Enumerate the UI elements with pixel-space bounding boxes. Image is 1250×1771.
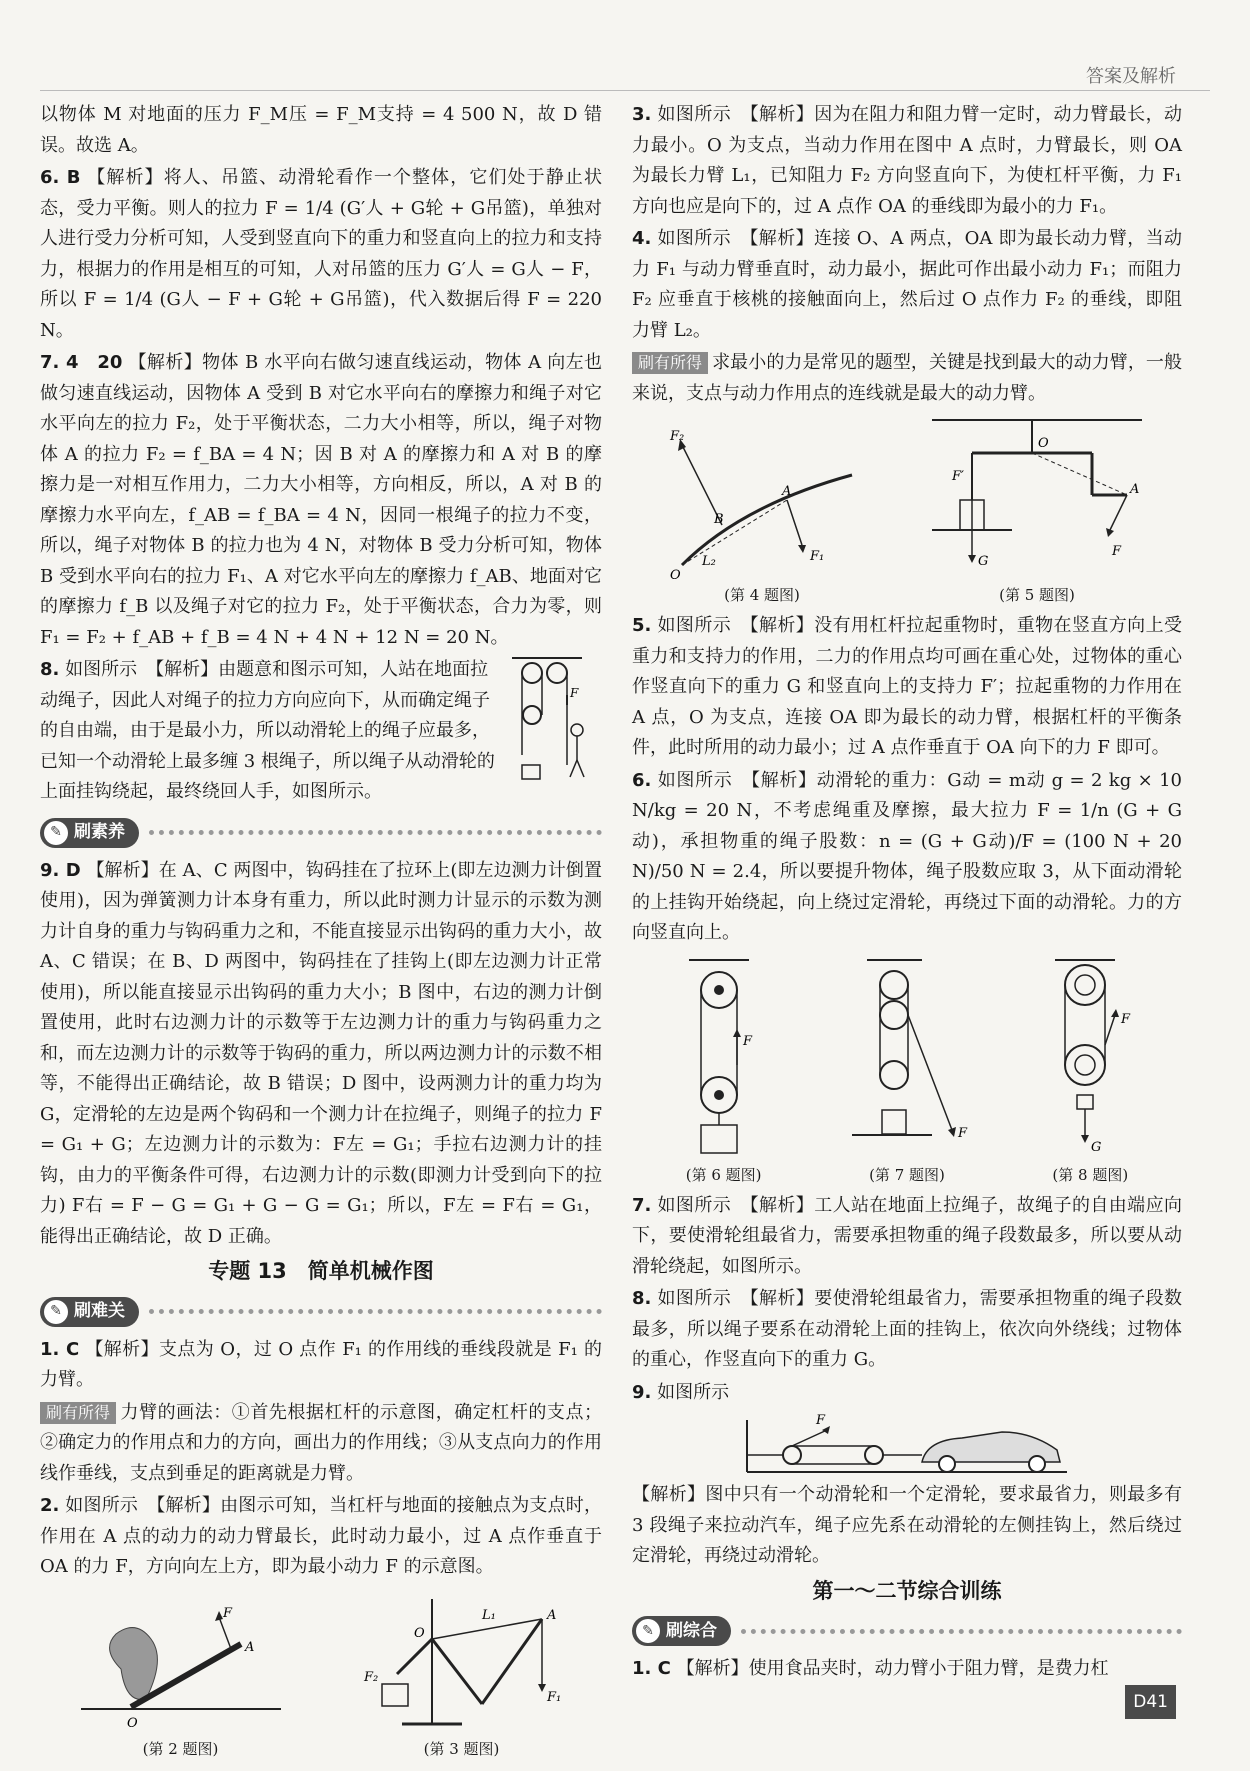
answer-text: 如图所示 【解析】动滑轮的重力：G动 = m动 g = 2 kg × 10 N/kg = 20 N，不考虑绳重及摩擦，最大拉力 F = 1/n (G + G动)，承担物重的绳子股数：n = (G + G动)/F = (100 N + 20 N)/50 N = 2.4，所以要提升物体，绳子股数应取 3，从下面动滑轮的上挂钩开始绕起，向上绕过定滑轮，再绕过下面的动滑轮。力的方向竖直向上。 xyxy=(632,769,1182,943)
svg-text:F: F xyxy=(570,686,579,700)
answer-number: 7. 4 20 xyxy=(40,352,123,373)
figure-q7 xyxy=(832,955,982,1185)
svg-text:A: A xyxy=(546,1607,556,1623)
answer-9 xyxy=(632,1378,1182,1409)
svg-text:F: F xyxy=(957,1125,968,1141)
answer-number: 1. C xyxy=(40,1338,80,1360)
svg-text:F₂: F₂ xyxy=(363,1669,378,1685)
svg-text:O: O xyxy=(126,1715,138,1731)
figure-q3 xyxy=(352,1589,572,1759)
svg-text:F′: F′ xyxy=(952,469,964,484)
banner-label: 刷素养 xyxy=(74,822,125,843)
answer-text: 如图所示 【解析】因为在阻力和阻力臂一定时，动力臂最长，动力最小。O 为支点，当动力作用在图中 A 点时，力臂最长，则 OA 为最长力臂 L₁，已知阻力 F₂ 方向竖直向下，为使杠杆平衡，力 F₁ 方向也应是向下的，过 A 点作 OA 的垂线即为最小的力 F₁。 xyxy=(632,104,1182,217)
figure-row-4-5 xyxy=(632,415,1182,605)
svg-text:O: O xyxy=(1038,436,1049,451)
svg-text:O: O xyxy=(413,1625,425,1641)
figure-caption: (第 4 题图) xyxy=(724,586,800,604)
svg-text:O: O xyxy=(670,568,681,583)
answer-1 xyxy=(40,1335,602,1396)
svg-text:L₁: L₁ xyxy=(481,1607,496,1623)
svg-text:G: G xyxy=(978,554,989,569)
answer-6 xyxy=(40,163,602,346)
svg-text:L₂: L₂ xyxy=(702,554,716,569)
answer-number: 4. xyxy=(632,228,652,249)
answer-text: 如图所示 【解析】工人站在地面上拉绳子，故绳子的自由端应向下，要使滑轮组最省力，需要承担物重的绳子段数最多，所以要从动滑轮绕起，如图所示。 xyxy=(632,1194,1182,1277)
answer-9 xyxy=(40,856,602,1253)
pen-icon: ✎ xyxy=(44,1300,68,1324)
answer-number: 6. B xyxy=(40,167,81,188)
answer-number: 8. xyxy=(40,659,60,680)
pulley-figure-q8 xyxy=(512,655,602,790)
banner-zonghe xyxy=(632,1614,1182,1648)
page-number: D41 xyxy=(1125,1685,1176,1720)
figure-q4 xyxy=(662,415,862,605)
answer-number: 3. xyxy=(632,104,652,125)
figure-row-2-3 xyxy=(40,1589,602,1759)
answer-text: 如图所示 【解析】由图示可知，当杠杆与地面的接触点为支点时，作用在 A 点的动力的动力臂最长，此时动力最小，过 A 点作垂直于 OA 的力 F，方向向左上方，即为最小动力 F 的示意图。 xyxy=(40,1495,602,1577)
answer-text: 如图所示 【解析】由题意和图示可知，人站在地面拉动绳子，因此人对绳子的拉力方向应向下，从而确定绳子的自由端，由于是最小力，所以动滑轮上的绳子应最多，已知一个动滑轮上最多缠 3 根绳子，所以绳子从动滑轮的上面挂钩绕起，最终绕回人手，如图所示。 xyxy=(40,659,495,802)
section-title: 专题 13 简单机械作图 xyxy=(208,1259,434,1283)
figure-q5 xyxy=(922,415,1152,605)
figure-caption: (第 5 题图) xyxy=(999,586,1075,604)
banner-shusuyang xyxy=(40,816,602,850)
figure-q8 xyxy=(1015,955,1165,1185)
dotted-divider xyxy=(741,1629,1182,1634)
banner-label: 刷综合 xyxy=(666,1620,717,1641)
tip-text: 力臂的画法：①首先根据杠杆的示意图，确定杠杆的支点；②确定力的作用点和力的方向，画出力的作用线；③从支点向力的作用线作垂线，支点到垂足的距离就是力臂。 xyxy=(40,1401,602,1484)
pen-icon: ✎ xyxy=(44,821,68,845)
svg-text:F₂: F₂ xyxy=(670,429,685,444)
answer-number: 9. xyxy=(632,1381,652,1403)
header-title: 答案及解析 xyxy=(1086,66,1176,87)
answer-text: 如图所示 xyxy=(657,1381,730,1403)
answer-text: 【解析】将人、吊篮、动滑轮看作一个整体，它们处于静止状态，受力平衡。则人的拉力 F = 1/4 (G′人 + G轮 + G吊篮)，单独对人进行受力分析可知，人受到竖直向下的重力和竖直向上的拉力和支持力，根据力的作用是相互的可知，人对吊篮的压力 G′人 = G人 − F，所以 F = 1/4 (G人 − F + G轮 + G吊篮)，代入数据后得 F = 220 N。 xyxy=(40,167,602,341)
figure-q9-car xyxy=(632,1410,1182,1480)
answer-number: 6. xyxy=(632,769,652,791)
answer-9-analysis: 【解析】图中只有一个动滑轮和一个定滑轮，要求最省力，则最多有 3 段绳子来拉动汽车，绳子应先系在动滑轮的左侧挂钩上，然后绕过定滑轮，再绕过动滑轮。 xyxy=(632,1484,1182,1566)
answer-text: 【解析】在 A、C 两图中，钩码挂在了拉环上(即左边测力计倒置使用)，因为弹簧测力计本身有重力，所以此时测力计显示的示数为测力计自身的重力与钩码重力之和，不能直接显示出钩码的重力大小，故 A、C 错误；在 B、D 两图中，钩码挂在了挂钩上(即左边测力计正常使用)，所以能直接显示出钩码的重力大小；B 图中，右边的测力计倒置使用，此时右边测力计的示数等于左边测力计的重力与钩码重力之和，而左边测力计的示数等于钩码的重力，所以两边测力计的示数不相等，不能得出正确结论，故 B 错误；D 图中，设两测力计的重力均为 G，定滑轮的左边是两个钩码和一个测力计在拉绳子，则绳子的拉力 F = G₁ + G；左边测力计的示数为：F左 = G₁；手拉右边测力计的挂钩，由力的平衡条件可得，右边测力计的示数(即测力计受到向下的拉力) F右 = F − G = G₁ + G − G = G₁；所以，F左 = F右 = G₁，能得出正确结论，故 D 正确。 xyxy=(40,859,602,1247)
answer-7 xyxy=(632,1191,1182,1283)
answer-7 xyxy=(40,348,602,653)
answer-number: 5. xyxy=(632,615,652,636)
answer-number: 9. D xyxy=(40,859,81,881)
svg-text:F: F xyxy=(816,1413,826,1428)
figure-caption: (第 6 题图) xyxy=(685,1165,762,1184)
banner-nanguan xyxy=(40,1295,602,1329)
paragraph-continuation: 以物体 M 对地面的压力 F_M压 = F_M支持 = 4 500 N，故 D 错误。故选 A。 xyxy=(40,104,602,156)
figure-caption: (第 3 题图) xyxy=(423,1739,500,1758)
answer-3 xyxy=(632,100,1182,222)
figure-caption: (第 7 题图) xyxy=(869,1165,945,1184)
figure-q6 xyxy=(649,955,799,1185)
answer-number: 1. C xyxy=(632,1658,671,1679)
tip-box xyxy=(632,348,1182,409)
answer-number: 7. xyxy=(632,1194,652,1216)
answer-text: 【解析】支点为 O，过 O 点作 F₁ 的作用线的垂线段就是 F₁ 的力臂。 xyxy=(40,1338,602,1390)
svg-text:A: A xyxy=(1130,482,1140,497)
svg-text:F₁: F₁ xyxy=(810,549,825,564)
svg-text:A: A xyxy=(782,484,792,499)
tip-label: 刷有所得 xyxy=(632,352,708,374)
svg-text:B: B xyxy=(714,512,724,527)
right-column xyxy=(632,100,1182,1687)
answer-number: 8. xyxy=(632,1288,652,1309)
tip-text: 求最小的力是常见的题型，关键是找到最大的动力臂，一般来说，支点与动力作用点的连线就是最大的动力臂。 xyxy=(632,352,1182,404)
header-divider xyxy=(40,90,1210,91)
svg-text:F: F xyxy=(1112,544,1122,559)
banner-label: 刷难关 xyxy=(74,1301,125,1322)
answer-text: 如图所示 【解析】没有用杠杆拉起重物时，重物在竖直方向上受重力和支持力的作用，二力的作用点均可画在重心处，过物体的重心作竖直向下的重力 G 和竖直向上的支持力 F′；拉起重物的力作用在 A 点，O 为支点，连接 OA 即为最长的动力臂，根据杠杆的平衡条件，此时所用的动力最小；过 A 点作垂直于 OA 向下的力 F 即可。 xyxy=(632,615,1182,758)
figure-row-6-8 xyxy=(632,955,1182,1185)
answer-4 xyxy=(632,224,1182,346)
svg-text:F₁: F₁ xyxy=(546,1689,561,1705)
figure-q2 xyxy=(71,1589,291,1759)
svg-text:F: F xyxy=(222,1605,232,1621)
tip-box xyxy=(40,1398,602,1490)
answer-8 xyxy=(40,655,602,808)
answer-text: 【解析】物体 B 水平向右做匀速直线运动，物体 A 向左也做匀速直线运动，因物体 A 受到 B 对它水平向右的摩擦力和绳子对它水平向左的拉力 F₂，处于平衡状态，二力大小相等，所以，绳子对物体 A 的拉力 F₂ = f_BA = 4 N；因 B 对 A 的摩擦力和 A 对 B 的摩擦力是一对相互作用力，二力大小相等，方向相反，所以，A 对 B 的摩擦力水平向左，f_AB = f_BA = 4 N，因同一根绳子的拉力不变，所以，绳子对物体 B 的拉力也为 4 N，对物体 B 受力分析可知，物体 B 受到水平向右的拉力 F₁、A 对它水平向左的摩擦力 f_AB、地面对它的摩擦力 f_B 以及绳子对它的拉力 F₂，处于平衡状态，合力为零，则 F₁ = F₂ + f_AB + f_B = 4 N + 4 N + 12 N = 20 N。 xyxy=(40,352,602,648)
answer-6 xyxy=(632,766,1182,949)
svg-text:F: F xyxy=(742,1033,752,1049)
svg-text:A: A xyxy=(244,1639,254,1655)
svg-text:G: G xyxy=(1091,1139,1102,1155)
svg-text:F: F xyxy=(1121,1011,1131,1027)
figure-caption: (第 2 题图) xyxy=(142,1739,219,1758)
answer-2 xyxy=(40,1491,602,1583)
dotted-divider xyxy=(149,830,602,835)
answer-number: 2. xyxy=(40,1495,60,1516)
pen-icon: ✎ xyxy=(636,1619,660,1643)
section-title: 第一～二节综合训练 xyxy=(812,1578,1002,1603)
left-column xyxy=(40,100,602,1765)
figure-caption: (第 8 题图) xyxy=(1052,1165,1129,1184)
answer-1 xyxy=(632,1654,1182,1685)
dotted-divider xyxy=(149,1309,602,1314)
answer-5 xyxy=(632,611,1182,764)
answer-8 xyxy=(632,1284,1182,1376)
answer-text: 如图所示 【解析】要使滑轮组最省力，需要承担物重的绳子段数最多，所以绳子要系在动滑轮上面的挂钩上，依次向外绕线；过物体的重心，作竖直向下的重力 G。 xyxy=(632,1288,1182,1370)
tip-label: 刷有所得 xyxy=(40,1402,116,1424)
answer-text: 【解析】使用食品夹时，动力臂小于阻力臂，是费力杠 xyxy=(676,1658,1109,1679)
answer-text: 如图所示 【解析】连接 O、A 两点，OA 即为最长动力臂，当动力 F₁ 与动力臂垂直时，动力最小，据此可作出最小动力 F₁；而阻力 F₂ 应垂直于核桃的接触面向上，然后过 O 点作力 F₂ 的垂线，即阻力臂 L₂。 xyxy=(632,228,1182,341)
